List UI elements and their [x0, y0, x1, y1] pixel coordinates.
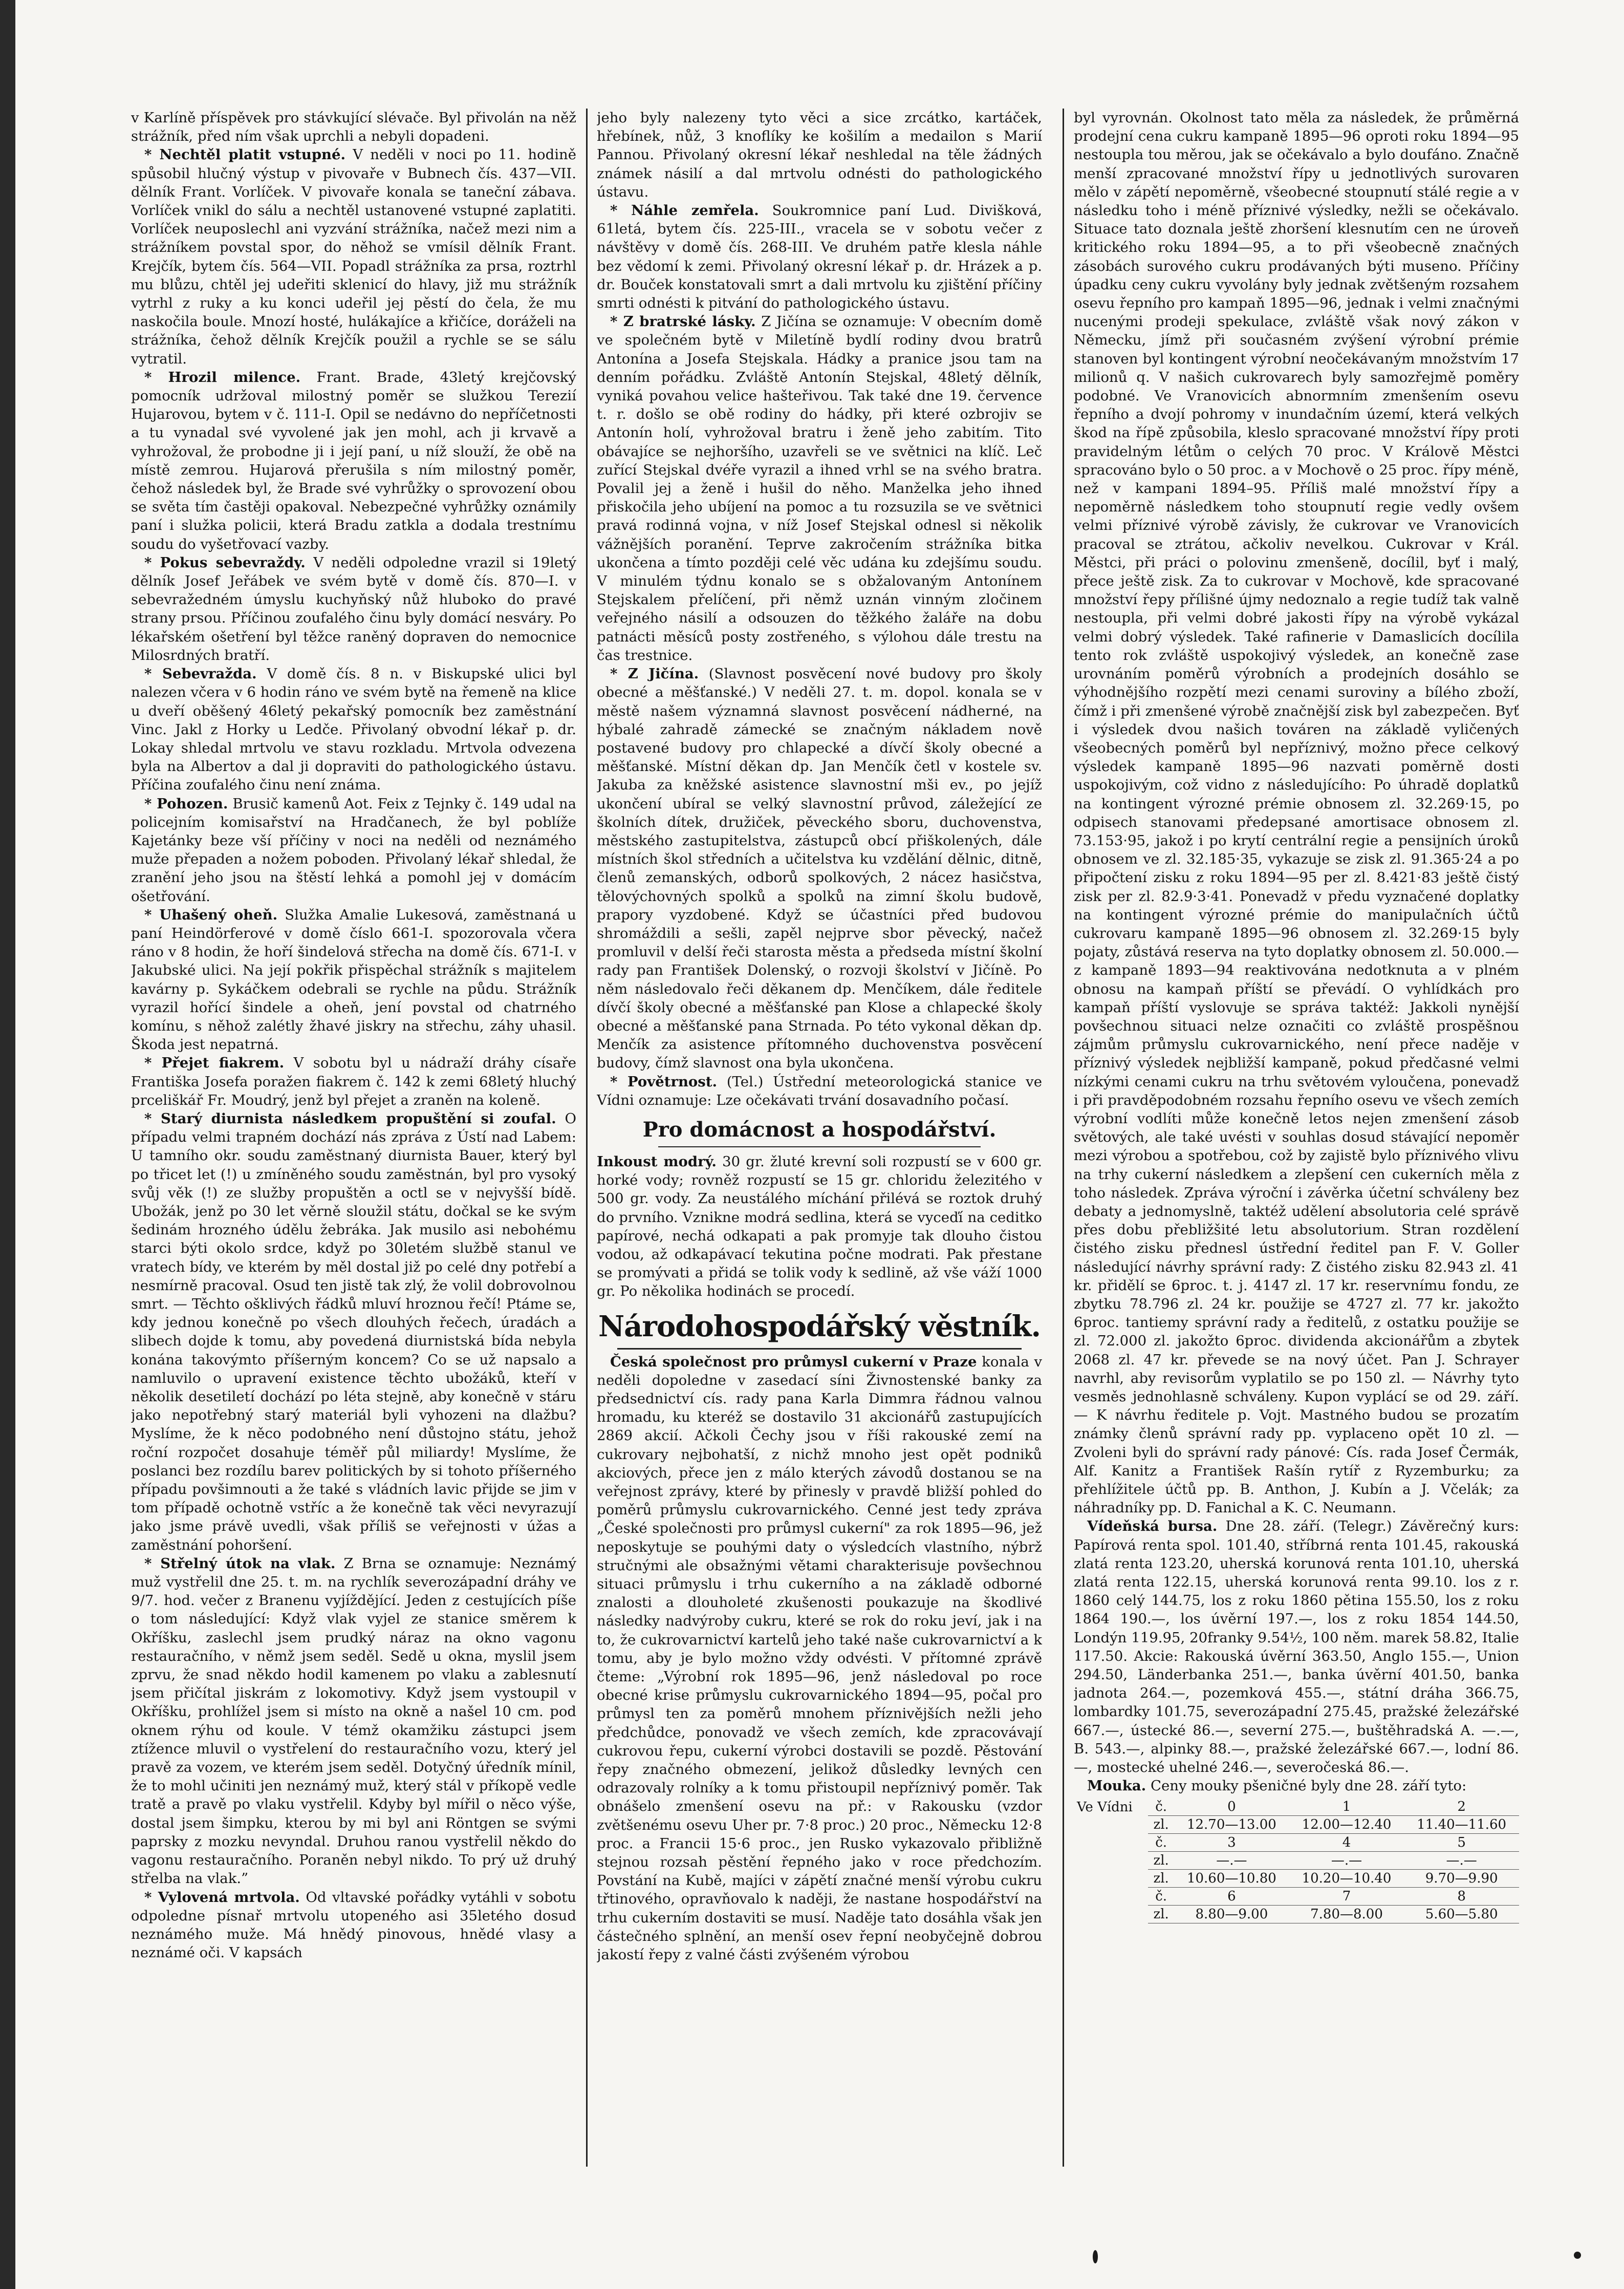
- table-row-label: Ve Vídni: [1077, 1799, 1133, 1815]
- article-paragraph: [597, 201, 1042, 312]
- article-text: Od vltavské pořádky vytáhli v sobotu odpoledne písnař mrtvolu utopeného asi 35letého dosud neznámého muže. Má hnědý pinovous, hnědé vlasy a neznámé oči. V kapsách: [131, 1889, 576, 1961]
- table-row: [1074, 1834, 1519, 1852]
- article-paragraph: [131, 1888, 576, 1962]
- table-cell: zl.: [1148, 1870, 1174, 1888]
- article-paragraph: [597, 1353, 1042, 1964]
- article-headline: * Střelný útok na vlak.: [144, 1555, 336, 1572]
- article-text: 30 gr. žluté krevní soli rozpustí se v 600 gr. horké vody; rovněž rozpustí se 15 gr. chloridu železitého v 500 gr. vody. Za neustálého míchání přilévá se roztok druhý do prvního. Vznikne modrá sedlina, která se vyceďí na ceditko papírové, nechá odkapati a pak promyje tak dlouho čistou vodou, až odkapávací tekutina počne modrati. Pak přestane se promývati a přidá se tolik vody k sedlině, až vše váží 1000 gr. Po několika hodinách se procedí.: [597, 1153, 1042, 1300]
- scan-edge: [0, 0, 15, 2289]
- article-headline: * Starý diurnista následkem propuštění si zoufal.: [144, 1110, 556, 1127]
- table-row: [1074, 1816, 1519, 1834]
- table-cell: 9.70—9.90: [1404, 1870, 1519, 1888]
- table-row-label: [1074, 1816, 1148, 1834]
- article-text: Ceny mouky pšeničné byly dne 28. září tyto:: [1150, 1778, 1467, 1794]
- section-heading-large: Národohospodářský věstník.: [598, 1309, 1041, 1343]
- table-cell: 4: [1289, 1834, 1404, 1852]
- article-paragraph: [1074, 1777, 1519, 1795]
- scan-mark: [1574, 2252, 1581, 2259]
- table-cell: 7: [1289, 1888, 1404, 1906]
- column-1: [131, 109, 576, 2167]
- article-paragraph: [131, 109, 576, 145]
- article-text: V domě čís. 8 n. v Biskupské ulici byl nalezen včera v 6 hodin ráno ve svém bytě na řemeně na klice u dveří oběšený 46letý pekařský pomocník bez zaměstnání Vinc. Jakl z Horky u Ledče. Přivolaný obvodní lékař p. dr. Lokay shledal mrtvolu ve stavu rozkladu. Mrtvola odvezena byla na Albertov a dal ji dopraviti do pathologického ústavu. Příčina zoufalého činu není známa.: [131, 666, 576, 794]
- article-paragraph: [131, 145, 576, 368]
- article-paragraph: [597, 665, 1042, 1072]
- article-headline: Mouka.: [1087, 1778, 1146, 1794]
- article-paragraph: [131, 1554, 576, 1888]
- table-row-label: [1074, 1870, 1148, 1888]
- article-paragraph: [1074, 109, 1519, 1517]
- article-text: Z Brna se oznamuje: Neznámý muž vystřelil dne 25. t. m. na rychlík severozápadní dráhy ve 9/7. hod. večer z Branenu vyjíždějící. Jeden z cestujících píše o tom následující: Když vlak vyjel ze stanice směrem k Okříšku, zaslechl jsem prudký náraz na okno vagonu restauračního, v němž jsem seděl. Sedě u okna, myslil jsem zprvu, že snad někdo hodil kamenem po vlaku a zablesnutí jsem přičítal jiskrám z lokomotivy. Když jsem vystoupil v Okříšku, prohlížel jsem si místo na okně a našel 10 cm. pod oknem rýhu od koule. V témž okamžiku zástupci jsem ztížence mluvil o vystřelení do restauračního vozu, který jel pravě za vozem, ve kterém jsem seděl. Dotyčný úředník mínil, že to mohl učiniti jen neznámý muž, který stál v příkopě vedle tratě a pravě po vlaku vystřelil. Kdyby byl mířil o něco výše, dostal jsem šimpku, kterou by mi byl ani Röntgen se svými paprsky z mozku nevyndal. Druhou ranou vystřelil někdo do vagonu restauračního. Poraněn nebyl nikdo. To prý už druhý střelba na vlak.”: [131, 1555, 576, 1887]
- table-cell: 7.80—8.00: [1289, 1906, 1404, 1923]
- article-text: konala v neděli dopoledne v zasedací síni Živnostenské banky za předsednictví cís. rady pana Karla Dimmra řádnou valnou hromadu, ku kteréž se dostavilo 31 akcionářů zastupujících 2869 akcií. Ačkoli Čechy jsou v říši rakouské zemí na cukrovary nejbohatší, z nichž mnoho jest opět podniků akciových, přece jen z málo kterých závodů dostanou se na veřejnost zprávy, které by přinesly v pravdě bližší pohled do poměrů průmyslu cukrovarnického. Cenné jest tedy zpráva „České společnosti pro průmysl cukerní" za rok 1895—96, jež neposkytuje se pouhými daty o výsledcích vlastního, nýbrž stručnými ale obsažnými větami charakterisuje povšechnou situaci průmyslu i trhu cukerního a na základě odborné znalosti a dlouholeté zkušenosti poukazuje na škodlivé následky nadvýroby cukru, které se rok do roku jeví, jak i na to, že cukrovarnictví kartelů jeho také naše cukrovarnictví a k tomu, aby je bylo možno vždy odvésti. V přítomné zprávě čteme: „Výrobní rok 1895—96, jenž následoval po roce obecné krise průmyslu cukrovarnického 1894—95, počal pro průmysl ten za poměrů mnohem příznivějších nežli jeho předchůdce, ponovadž ve všech zemích, kde zpracovávají cukrovou řepu, cukerní výrobci dostavili se pozdě. Pěstování řepy značného obmezení, jelikož důsledky levných cen odrazovaly rolníky a k tomu přistoupil nepříznivý poměr. Tak obnášelo zmenšení osevu na př.: v Rakousku (vzdor zvětšenému osevu Uher pr. 7·8 proc.) 20 proc., Německu 12·8 proc. a Francii 15·6 proc., jen Rusko vykazovalo přibližně stejnou rozsah pěstění řepného jako v roce předchozím. Povstání na Kubě, majíci v zápětí značné menší výrobu cukru třtinového, opravňovalo k naději, že nastane hospodářství na trhu cukerním dostaviti se musí. Naděje tato dosáhla však jen částečného splnění, an menší osev řepní neobyčejně dobrou jakostí řepy z valné části zvýšeném výrobou: [597, 1353, 1042, 1963]
- table-row: [1074, 1870, 1519, 1888]
- table-row: [1074, 1906, 1519, 1923]
- article-headline: Vídeňská bursa.: [1087, 1518, 1218, 1535]
- table-cell: 8.80—9.00: [1174, 1906, 1289, 1923]
- article-paragraph: [597, 109, 1042, 201]
- article-headline: * Sebevražda.: [144, 666, 257, 682]
- table-cell: zl.: [1148, 1906, 1174, 1923]
- heading-rule: [617, 1348, 1022, 1350]
- table-cell: 3: [1174, 1834, 1289, 1852]
- article-headline: * Nechtěl platit vstupné.: [144, 146, 346, 163]
- table-cell: —.—: [1404, 1852, 1519, 1870]
- article-paragraph: [1074, 1517, 1519, 1777]
- table-cell: 12.70—13.00: [1174, 1816, 1289, 1834]
- article-headline: Inkoust modrý.: [597, 1153, 717, 1170]
- article-text: Z Jičína se oznamuje: V obecním domě ve společném bytě v Miletíně bydlí rodiny dvou bratrů Antonína a Josefa Stejskala. Hádky a pranice jsou tam na denním pořádku. Zvláště Antonín Stejskal, 48letý dělník, vyniká povahou velice hašteřivou. Tak také dne 19. července t. r. došlo se obě rodiny do hádky, při které ozbrojiv se Antonín holí, vyhrožoval bratru i ženě jeho zabitím. Tito obávajíce se nejhoršího, uzavřeli se ve světnici na klíč. Leč zuřící Stejskal dvéře vyrazil a ihned vrhl se na svého bratra. Povalil jej a ženě i hušil do něho. Manželka jeho ihned přiskočila jeho ubíjení na pomoc a tu rozsuzila se ve světnici pravá rodinná vojna, v níž Josef Stejskal odnesl si několik vážnějších poranění. Teprve zakročením strážníka bitka ukončena a tímto později celé věc udána ku zdejšímu soudu. V minulém týdnu konalo se s obžalovaným Antonínem Stejskalem přelíčení, při němž uznán vinným zločinem veřejného násilí a odsouzen do těžkého žaláře na dobu patnácti měsíců posty zostřeného, s výlohou dále trestu na čas trestnice.: [597, 313, 1042, 664]
- article-paragraph: [131, 1054, 576, 1109]
- table-row: [1074, 1888, 1519, 1906]
- article-paragraph: [131, 665, 576, 794]
- article-paragraph: [597, 1152, 1042, 1301]
- article-headline: * Z bratrské lásky.: [610, 313, 756, 330]
- table-cell: 8: [1404, 1888, 1519, 1906]
- article-paragraph: [131, 553, 576, 665]
- article-paragraph: [131, 1109, 576, 1554]
- article-headline: * Uhašený oheň.: [144, 906, 278, 923]
- table-cell: 0: [1174, 1798, 1289, 1816]
- article-paragraph: [131, 795, 576, 906]
- article-text: O případu velmi trapném dochází nás zpráva z Ústí nad Labem: U tamního okr. soudu zaměstnaný diurnista Bauer, který byl po třicet let (!) u zmíněného soudu zaměstnán, byl pro vysoký svůj věk (!) ze služby propuštěn a octl se v nejvyšší bídě. Ubožák, jenž po 30 let věrně sloužil státu, dočkal se ke svým šedinám hrozného údělu žebráka. Jak musilo asi nebohému starci býti okolo srdce, když po 30letém službě stanul ve vratech bídy, ve kterém by měl dostal již po celé dny potřebí a nesmírně pracoval. Osud ten jistě tak zlý, že volil dobrovolnou smrt. — Těchto ošklivých řádků mluví hroznou řečí! Ptáme se, kdy jednou konečně po všech dlouhých řečech, úradách a slibech dojde k tomu, aby povedená diurnistská bída nebyla konána takovýmto příšerným koncem? Co se už napsalo a namluvilo o upravení existence těchto ubožáků, kteří v několik desetiletí dochází po léta stejně, aby konečně v stáru jako nepotřebný starý materiál byli vyhozeni na dlažbu? Myslíme, že k něco podobného není důstojno státu, jehož roční rozpočet dosahuje téměř půl miliardy! Myslíme, že poslanci bez rozdílu barev politických by si tohoto příšerného případu povšimnouti a že také s vládních lavic přijde se jim v tom případě ochotně vstříc a že konečně tak věci nevyrazují jako jsme právě uvedli, však příliš se veřejnosti v úžas a zaměstnání pohoršení.: [131, 1110, 576, 1553]
- article-text: Brusič kamenů Aot. Feix z Tejnky č. 149 udal na policejním komisařství na Hradčanech, že byl poblíže Kajetánky beze vší příčiny v noci na neděli od neznámého muže přepaden a nožem poboden. Přivolaný lékař shledal, že zranění jeho jsou na štěstí lehká a pomohl jej v domácím ošetřování.: [131, 795, 576, 905]
- article-text: byl vyrovnán. Okolnost tato měla za následek, že průměrná prodejní cena cukru kampaně 1895—96 oproti roku 1894—95 nestoupla tou měrou, jak se očekávalo a bylo doufáno. Značně menší zpracované množství řípy u jednotlivých surovaren mělo v zápětí nepoměrně, všeobecné stoupnutí stálé regie a v následku toho i méně příznivé výsledky, nežli se očekávalo. Situace tato doznala ještě zhoršení klesnutím cen ne úroveň kritického roku 1894—95, a to při všeobecně značných zásobách surového cukru prodávaných býti museno. Příčiny úpadku ceny cukru vyvolány byly jednak zvětšeným rozsahem osevu řepního pro kampaň 1895—96, jednak i velmi značnými nucenými prodeji spekulace, zvláště však nový zákon v Německu, jímž při současném zvýšení výrobní prémie stanoven byl kontingent výrobní neočekávaným množstvím 17 milionů q. V našich cukrovarech byly samozřejmě poměry podobné. Ve Vranovicích abnormním zmenšením osevu řepního a dvojí pohromy v inundačním území, která velkých škod na řípě způsobila, kleslo spracované množství řípy proti pravidelným létům o celých 70 proc. V Králově Městci spracováno bylo o 50 proc. a v Mochově o 25 proc. řípy méně, než v kampani 1894–95. Příliš malé množství řípy a nepoměrně následkem toho stoupnutí regie vedly ovšem velmi příznivé výrobě závisly, že cukrovar ve Vranovicích pracoval se ztrátou, ačkoliv nevelkou. Cukrovar v Král. Městci, při práci o polovinu zmenšeně, docílil, byť i malý, přece ještě zisk. Za to cukrovar v Mochově, kde spracované množství řepy přílišné újmy nedoznalo a regie tudíž tak valně nestoupla, při velmi dobré jakosti řípy na výrobě vykázal velmi dobrý výsledek. Také rafinerie v Damaslicích docílila tento rok zvláště uspokojivý výsledek, an konečně zase urovnáním poměrů výrobních a prodejních dosáhlo se výhodnějšího rozpětí mezi cenami suroviny a bílého zboží, čímž i při zmenšené výrobě značnější zisk byl zabezpečen. Byť i výsledek dvou našich továren na základě vyličených všeobecných poměrů byl nepříznivý, možno přece celkový výsledek kampaně 1895—96 nazvati poměrně dosti uspokojivým, což vidno z následujícího: Po úhradě doplatků na kontingent výrozné prémie obnosem zl. 32.269·15, po odpisech stanovami předepsané amortisace obnosem zl. 73.153·95, jakož i po krytí centrální regie a pensijních úroků obnosem ve zl. 32.185·35, vykazuje se zisk zl. 91.365·24 a po připočtení zisku z roku 1894—95 per zl. 8.421·83 ještě čistý zisk per zl. 82.9·3·41. Ponevadž v předu vyznačené doplatky na kontingent výrozné prémie do manipulačních účtů cukrovaru kampaně 1895—96 obnosem zl. 32.269·15 byly pojaty, zůstává reserva na tyto doplatky obnosem zl. 50.000.— z kampaně 1893—94 reaktivována nedotknuta a v plném obnosu na kampaň příští se převádí. O vyhlídkách pro kampaň příští vyslovuje se správa taktéž: Jakkoli nynější povšechnou situaci nelze označiti co zvláště prospěšnou zájmům průmyslu cukrovarnického, není přece naděje v příznivý výsledek nejbližší kampaně, pokud předčasné velmi nízkými cenami cukru na trhu světovém vyloučena, ponevadž i při pravděpodobném rozsahu řepního osevu ve všech zemích výrobní vodlíti může konečně letos nejen zmenšení zásob světových, ale také uvésti v souhlas dosud stávající nepoměr mezi výrobou a spotřebou, což by zajistě bylo příznivého vlivu na trhy cukerní následkem a zlepšení cen cukerních měla z toho následek. Zpráva výroční i závěrka účetní schváleny bez debaty a jednomyslně, taktéž udělení absolutoria celé správě přes dobu přebližšité letu absolutorium. Stran rozdělení čistého zisku přednesl ústřední ředitel pan F. V. Goller následující návrhy správní rady: Z čistého zisku 82.943 zl. 41 kr. přidělí se 6proc. t. j. 4147 zl. 17 kr. reservnímu fondu, ze zbytku 78.796 zl. 24 kr. použije se 4727 zl. 77 kr. jakožto 6proc. tantiemy správní rady a ředitelů, z ostatku použije se zl. 72.000 zl. jakožto 6proc. dividenda akcionářům a zbytek 2068 zl. 47 kr. převede se na nový účet. Pan J. Schrayer navrhl, aby revisorům vyplatilo se po 150 zl. — Návrhy tyto vesměs jednohlasně schváleny. Kupon vyplácí se od 29. září. — K návrhu ředitele p. Vojt. Mastného budou se prozatím známky členů správní rady pp. vyplaceno opět 10 zl. — Zvoleni byli do správní rady pánové: Cís. rada Josef Čermák, Alf. Kanitz a František Rašín rytíř z Ryzemburku; za přehlížitele účtů pp. B. Anthon, J. Kubín a J. Včelák; za náhradníky pp. D. Fanichal a K. C. Neumann.: [1074, 110, 1519, 1516]
- table-row-label: [1074, 1888, 1148, 1906]
- article-paragraph: [597, 1073, 1042, 1109]
- table-row-label: [1074, 1834, 1148, 1852]
- table-cell: č.: [1148, 1888, 1174, 1906]
- article-headline: * Vylovená mrtvola.: [144, 1889, 300, 1906]
- article-text: V neděli odpoledne vrazil si 19letý dělník Josef Jeřábek ve svém bytě v domě čís. 870—I. v sebevražedném úmyslu kuchyňský nůž hluboko do pravé strany prsou. Příčinou zoufalého činu byly domácí nesváry. Po lékařském ošetření byl těžce raněný dopraven do nemocnice Milosrdných bratří.: [131, 554, 576, 664]
- table-row-label: [1074, 1906, 1148, 1923]
- article-paragraph: [597, 312, 1042, 665]
- table-cell: 2: [1404, 1798, 1519, 1816]
- article-text: V sobotu byl u nádraží dráhy císaře Františka Josefa poražen fiakrem č. 142 k zemi 68letý hluchý prceliškář Fr. Moudrý, jenž byl přejet a zraněn na koleně.: [131, 1055, 576, 1108]
- scan-mark: [1093, 2250, 1098, 2263]
- article-text: Dne 28. září. (Telegr.) Závěrečný kurs: Papírová renta spol. 101.40, stříbrná renta 101.45, rakouská zlatá renta 123.20, uherská korunová renta 101.10, uherská zlatá renta 122.15, uherská korunová renta 99.10. los z r. 1860 celý 144.75, los z roku 1860 pětina 155.50, los z roku 1864 190.—, los úvěrní 197.—, los z roku 1854 144.50, Londýn 119.95, 20franky 9.54½, 100 něm. marek 58.82, Italie 117.50. Akcie: Rakouská úvěrní 363.50, Anglo 155.—, Union 294.50, Länderbanka 251.—, banka úvěrní 401.50, banka jadnota 264.—, pozemková 455.—, státní dráha 366.75, lombardky 101.75, severozápadní 275.45, pražské železářské 667.—, ústecké 86.—, severní 275.—, buštěhradská A. —.—, B. 543.—, alpinky 88.—, pražské železářské 667.—, lodní 86.—, mostecké uhelné 246.—, severočeská 86.—.: [1074, 1518, 1519, 1776]
- table-row: [1074, 1798, 1519, 1816]
- column-3: [1074, 109, 1519, 2167]
- table-cell: —.—: [1174, 1852, 1289, 1870]
- article-text: (Slavnost posvěcení nové budovy pro školy obecné a měšťanské.) V neděli 27. t. m. dopol. konala se v městě našem významná slavnost posvěcení nádherné, na hýbalé zahradě zámecké se značným nákladem nově postavené budovy pro chlapecké a dívčí školy obecné a měšťanské. Místní děkan dp. Jan Menčík četl v kostele sv. Jakuba za kněžské asistence slavnostní mši ev., po jejíž ukončení ubíral se velký slavnostní průvod, záležející ze školních dítek, družiček, pěveckého sboru, duchovenstva, městského zastupitelstva, zástupců obcí přiškolených, dále místních škol středních a učitelstva ku vzdělání dělnic, ditně, členů zemanských, odborů spolkových, 2 nácez hasičstva, tělovýchovných spolků a spolků na zimní školu budově, prapory vyzdobené. Když se účastníci před budovou shromáždili a sešli, zapěl nejprve sbor pěvecký, načež promluvil v delší řeči starosta města a předseda místní školní rady pan František Dolenský, o rozvoji školství v Jičíně. Po něm následovalo řeči děkanem dp. Menčíkem, dále ředitele dívčí školy obecné a měšťanské pan Klose a chlapecké školy obecné a měšťanské pana Strnada. Po této vykonal děkan dp. Menčík za asistence přítomného duchovenstva posvěcení budovy, čímž slavnost ona byla ukončena.: [597, 666, 1042, 1072]
- table-cell: 11.40—11.60: [1404, 1816, 1519, 1834]
- table-cell: 12.00—12.40: [1289, 1816, 1404, 1834]
- table-cell: zl.: [1148, 1816, 1174, 1834]
- table-row-label: [1074, 1852, 1148, 1870]
- article-paragraph: [131, 906, 576, 1054]
- article-headline: * Povětrnost.: [610, 1073, 718, 1090]
- table-cell: 1: [1289, 1798, 1404, 1816]
- table-cell: č.: [1148, 1834, 1174, 1852]
- table-cell: 5: [1404, 1834, 1519, 1852]
- table-cell: zl.: [1148, 1852, 1174, 1870]
- table-cell: —.—: [1289, 1852, 1404, 1870]
- article-text: Služka Amalie Lukesová, zaměstnaná u paní Heindörferové v domě číslo 661-I. spozorovala včera ráno v 8 hodin, že hoří šindelová střecha na domě čís. 671-I. v Jakubské ulici. Na její pokřik přispěchal strážník s majitelem kavárny p. Sykáčkem odebrali se rychle na půdu. Strážník vyrazil hořící šindele a oheň, jení povstal od chatrného komínu, s něhož zalétly žhavé jiskry na střechu, záhy uhasil. Škoda jest nepatrná.: [131, 906, 576, 1053]
- column-rule: [1063, 109, 1064, 2167]
- table-cell: 10.60—10.80: [1174, 1870, 1289, 1888]
- article-headline: * Náhle zemřela.: [610, 202, 759, 219]
- table-cell: 10.20—10.40: [1289, 1870, 1404, 1888]
- table-cell: č.: [1148, 1798, 1174, 1816]
- article-headline: * Hrozil milence.: [144, 369, 301, 386]
- section-heading: Pro domácnost a hospodářství.: [642, 1117, 997, 1142]
- column-2: [597, 109, 1042, 2167]
- article-headline: * Pokus sebevraždy.: [144, 554, 306, 571]
- table-cell: 6: [1174, 1888, 1289, 1906]
- article-text: V neděli v noci po 11. hodině spůsobil hlučný výstup v pivovaře v Bubnech čís. 437—VII. dělník Frant. Vorlíček. V pivovaře konala se taneční zábava. Vorlíček vnikl do sálu a nechtěl ustanovené vstupné zaplatiti. Vorlíček neuposlechl ani vyzvání strážníka, načež mezi nim a strážníkem povstal spor, do něhož se vmísil dělník Frant. Krejčík, bytem čís. 564—VII. Popadl strážníka za prsa, roztrhl mu blůzu, chtěl jej udeřiti sklenicí do hlavy, již mu strážník vytrhl z ruky a ku konci udeřil jej pěstí do čela, že mu naskočila boule. Mnozí hosté, hulákajíce a křičíce, doráželi na strážníka, čehož dělník Krejčík použil a rychle se se sálu vytratil.: [131, 146, 576, 367]
- article-paragraph: [131, 368, 576, 553]
- article-text: Soukromnice paní Lud. Divišková, 61letá, bytem čís. 225-III., vracela se v sobotu večer z návštěvy v domě čís. 268-III. Ve druhém patře klesla náhle bez vědomí k zemi. Přivolaný okresní lékař p. dr. Hrázek a p. dr. Bouček konstatovali smrt a dali mrtvolu ku zjištění příčiny smrti odnésti k pitvání do pathologického ústavu.: [597, 202, 1042, 312]
- article-headline: * Přejet fiakrem.: [144, 1055, 285, 1072]
- article-text: Frant. Brade, 43letý krejčovský pomocník udržoval milostný poměr se služkou Terezií Hujarovou, bytem v č. 111-I. Opil se nedávno do nepříčetnosti a tu vynadal své vyvolené jak jen mohl, ach ji krvavě a vyhrožoval, že probodne ji i její paní, u níž slouží, že obě na místě zemrou. Hujarová přerušila s ním milostný poměr, čehož následek byl, že Brade své vyhrůžky o sprovození obou se světa tím častěji opakoval. Nebezpečné vyhrůžky oznámily paní i služka policii, která Bradu zatkla a dodala trestnímu soudu do vyšetřovací vazby.: [131, 369, 576, 552]
- article-headline: * Pohozen.: [144, 795, 228, 812]
- article-text: jeho byly nalezeny tyto věci a sice zrcátko, kartáček, hřebínek, nůž, 3 knoflíky ke košilím a medailon s Marií Pannou. Přivolaný okresní lékař neshledal na těle žádných známek násilí a dal mrtvolu odnésti do pathologického ústavu.: [597, 110, 1042, 200]
- table-row: [1074, 1852, 1519, 1870]
- article-headline: Česká společnost pro průmysl cukerní v Praze: [610, 1353, 977, 1370]
- flour-price-table: [1074, 1798, 1519, 1923]
- heading-rule: [658, 1146, 981, 1147]
- article-headline: * Z Jičína.: [610, 666, 699, 682]
- article-text: (Tel.) Ústřední meteorologická stanice ve Vídni oznamuje: Lze očekávati trvání dosavadního počasí.: [597, 1073, 1042, 1108]
- table-cell: 5.60—5.80: [1404, 1906, 1519, 1923]
- article-text: v Karlíně příspěvek pro stávkující slévače. Byl přivolán na něž strážník, před ním však uprchli a nebyli dopadeni.: [131, 110, 576, 145]
- column-rule: [586, 109, 588, 2167]
